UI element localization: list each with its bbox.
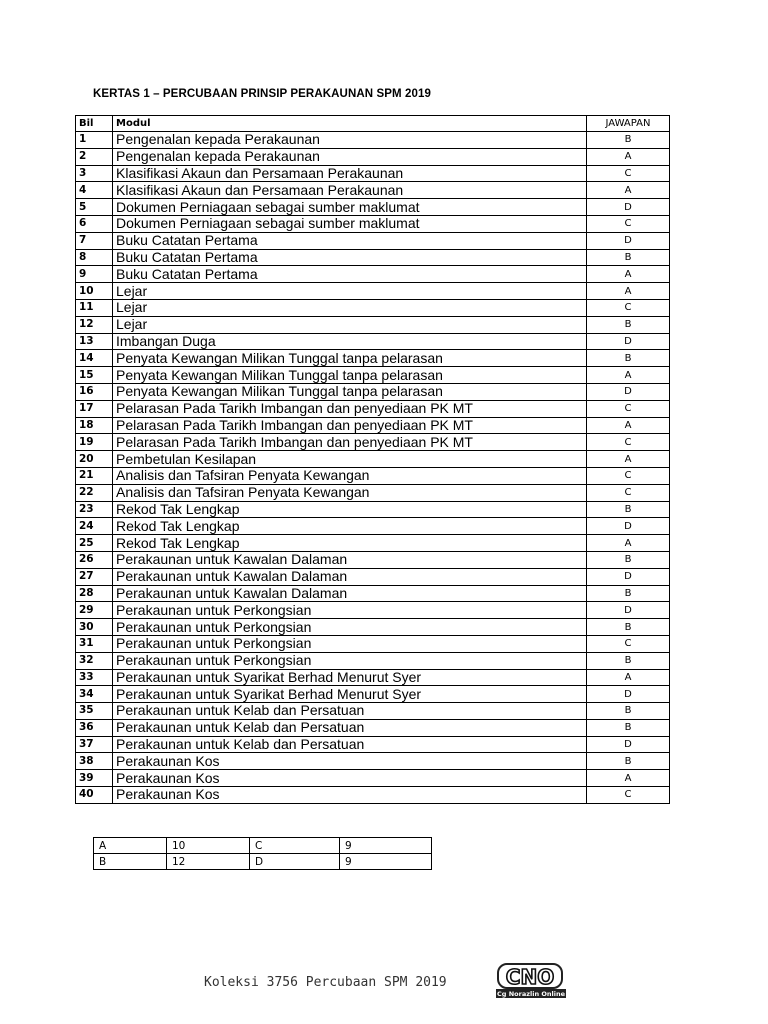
row-modul: Imbangan Duga [113, 333, 587, 350]
row-number: 21 [76, 467, 113, 484]
row-jawapan: B [587, 132, 670, 149]
row-number: 32 [76, 652, 113, 669]
row-jawapan: D [587, 602, 670, 619]
row-modul: Rekod Tak Lengkap [113, 518, 587, 535]
row-modul: Lejar [113, 283, 587, 300]
summary-answer-letter: C [250, 838, 340, 854]
row-number: 24 [76, 518, 113, 535]
row-jawapan: C [587, 434, 670, 451]
document-title: KERTAS 1 – PERCUBAAN PRINSIP PERAKAUNAN SPM 2019 [93, 88, 431, 100]
row-jawapan: B [587, 249, 670, 266]
row-modul: Pelarasan Pada Tarikh Imbangan dan penyediaan PK MT [113, 400, 587, 417]
row-modul: Buku Catatan Pertama [113, 232, 587, 249]
cno-logo-icon [492, 962, 570, 1000]
row-modul: Buku Catatan Pertama [113, 249, 587, 266]
row-modul: Perakaunan untuk Kelab dan Persatuan [113, 719, 587, 736]
table-row [76, 299, 670, 316]
row-number: 10 [76, 283, 113, 300]
table-row [76, 434, 670, 451]
table-row [76, 451, 670, 468]
row-jawapan: C [587, 299, 670, 316]
row-modul: Perakaunan untuk Kelab dan Persatuan [113, 736, 587, 753]
row-jawapan: A [587, 266, 670, 283]
row-number: 33 [76, 669, 113, 686]
row-modul: Perakaunan untuk Perkongsian [113, 652, 587, 669]
summary-answer-letter: B [94, 854, 167, 870]
table-row [76, 132, 670, 149]
row-jawapan: C [587, 165, 670, 182]
row-number: 15 [76, 367, 113, 384]
row-modul: Analisis dan Tafsiran Penyata Kewangan [113, 467, 587, 484]
row-number: 19 [76, 434, 113, 451]
row-number: 22 [76, 484, 113, 501]
table-row [76, 770, 670, 787]
row-number: 25 [76, 535, 113, 552]
row-jawapan: A [587, 770, 670, 787]
answer-table [75, 115, 670, 804]
header-bil: Bil [76, 116, 113, 132]
row-jawapan: C [587, 400, 670, 417]
row-jawapan: B [587, 501, 670, 518]
row-modul: Perakaunan untuk Syarikat Berhad Menurut Syer [113, 686, 587, 703]
summary-answer-count: 9 [340, 838, 432, 854]
table-row [76, 551, 670, 568]
row-modul: Klasifikasi Akaun dan Persamaan Perakaunan [113, 165, 587, 182]
row-jawapan: A [587, 367, 670, 384]
row-jawapan: C [587, 467, 670, 484]
row-jawapan: D [587, 686, 670, 703]
row-jawapan: A [587, 148, 670, 165]
row-jawapan: D [587, 736, 670, 753]
row-number: 3 [76, 165, 113, 182]
row-modul: Pelarasan Pada Tarikh Imbangan dan penyediaan PK MT [113, 417, 587, 434]
summary-answer-count: 12 [167, 854, 250, 870]
table-row [76, 703, 670, 720]
table-row [76, 283, 670, 300]
table-row [76, 400, 670, 417]
table-row [76, 535, 670, 552]
summary-table-body [94, 838, 432, 870]
footer-caption: Koleksi 3756 Percubaan SPM 2019 [204, 975, 447, 990]
summary-row [94, 854, 432, 870]
row-jawapan: C [587, 787, 670, 804]
row-jawapan: A [587, 669, 670, 686]
table-row [76, 199, 670, 216]
row-modul: Perakaunan Kos [113, 770, 587, 787]
header-modul: Modul [113, 116, 587, 132]
table-row [76, 619, 670, 636]
table-row [76, 266, 670, 283]
row-jawapan: C [587, 484, 670, 501]
row-number: 23 [76, 501, 113, 518]
summary-answer-letter: A [94, 838, 167, 854]
row-jawapan: D [587, 333, 670, 350]
row-modul: Lejar [113, 299, 587, 316]
table-row [76, 518, 670, 535]
row-jawapan: A [587, 417, 670, 434]
table-row [76, 215, 670, 232]
row-jawapan: B [587, 350, 670, 367]
row-jawapan: D [587, 568, 670, 585]
row-number: 36 [76, 719, 113, 736]
table-row [76, 148, 670, 165]
row-jawapan: B [587, 585, 670, 602]
row-number: 39 [76, 770, 113, 787]
row-jawapan: B [587, 652, 670, 669]
row-number: 16 [76, 383, 113, 400]
table-row [76, 484, 670, 501]
row-jawapan: A [587, 182, 670, 199]
table-row [76, 635, 670, 652]
row-jawapan: B [587, 703, 670, 720]
row-modul: Perakaunan Kos [113, 753, 587, 770]
table-row [76, 568, 670, 585]
table-row [76, 232, 670, 249]
table-row [76, 669, 670, 686]
row-modul: Klasifikasi Akaun dan Persamaan Perakaunan [113, 182, 587, 199]
table-header-row [76, 116, 670, 132]
table-row [76, 165, 670, 182]
row-modul: Buku Catatan Pertama [113, 266, 587, 283]
table-row [76, 787, 670, 804]
table-row [76, 467, 670, 484]
row-modul: Perakaunan untuk Perkongsian [113, 619, 587, 636]
row-number: 28 [76, 585, 113, 602]
row-modul: Penyata Kewangan Milikan Tunggal tanpa pelarasan [113, 367, 587, 384]
row-modul: Rekod Tak Lengkap [113, 535, 587, 552]
row-jawapan: C [587, 215, 670, 232]
row-modul: Pembetulan Kesilapan [113, 451, 587, 468]
summary-answer-letter: D [250, 854, 340, 870]
row-number: 8 [76, 249, 113, 266]
row-jawapan: A [587, 535, 670, 552]
row-modul: Pelarasan Pada Tarikh Imbangan dan penyediaan PK MT [113, 434, 587, 451]
answer-summary-table [93, 837, 432, 870]
row-number: 12 [76, 316, 113, 333]
table-row [76, 333, 670, 350]
row-jawapan: B [587, 551, 670, 568]
row-number: 17 [76, 400, 113, 417]
header-jawapan: JAWAPAN [587, 116, 670, 132]
row-jawapan: B [587, 619, 670, 636]
row-number: 31 [76, 635, 113, 652]
row-modul: Perakaunan untuk Perkongsian [113, 602, 587, 619]
row-modul: Penyata Kewangan Milikan Tunggal tanpa pelarasan [113, 350, 587, 367]
row-modul: Perakaunan untuk Kawalan Dalaman [113, 568, 587, 585]
row-jawapan: B [587, 316, 670, 333]
row-modul: Perakaunan untuk Perkongsian [113, 635, 587, 652]
row-number: 13 [76, 333, 113, 350]
row-number: 37 [76, 736, 113, 753]
table-row [76, 367, 670, 384]
table-row [76, 585, 670, 602]
row-jawapan: C [587, 635, 670, 652]
table-row [76, 686, 670, 703]
row-number: 40 [76, 787, 113, 804]
table-row [76, 350, 670, 367]
summary-answer-count: 9 [340, 854, 432, 870]
table-row [76, 736, 670, 753]
row-number: 38 [76, 753, 113, 770]
row-modul: Rekod Tak Lengkap [113, 501, 587, 518]
row-number: 5 [76, 199, 113, 216]
row-jawapan: D [587, 383, 670, 400]
row-number: 18 [76, 417, 113, 434]
answer-table-body [76, 132, 670, 804]
row-number: 20 [76, 451, 113, 468]
row-modul: Perakaunan untuk Kawalan Dalaman [113, 585, 587, 602]
table-row [76, 753, 670, 770]
table-row [76, 501, 670, 518]
table-row [76, 249, 670, 266]
row-jawapan: B [587, 753, 670, 770]
row-modul: Lejar [113, 316, 587, 333]
row-modul: Pengenalan kepada Perakaunan [113, 132, 587, 149]
row-number: 7 [76, 232, 113, 249]
row-modul: Perakaunan untuk Kawalan Dalaman [113, 551, 587, 568]
row-number: 26 [76, 551, 113, 568]
row-number: 2 [76, 148, 113, 165]
row-number: 30 [76, 619, 113, 636]
row-number: 6 [76, 215, 113, 232]
row-modul: Perakaunan Kos [113, 787, 587, 804]
table-row [76, 719, 670, 736]
row-number: 1 [76, 132, 113, 149]
table-row [76, 383, 670, 400]
row-jawapan: D [587, 199, 670, 216]
row-modul: Analisis dan Tafsiran Penyata Kewangan [113, 484, 587, 501]
row-jawapan: A [587, 283, 670, 300]
logo-text: CNO [505, 965, 555, 989]
row-modul: Dokumen Perniagaan sebagai sumber maklumat [113, 199, 587, 216]
row-number: 4 [76, 182, 113, 199]
table-row [76, 602, 670, 619]
table-row [76, 316, 670, 333]
row-number: 14 [76, 350, 113, 367]
row-number: 11 [76, 299, 113, 316]
row-number: 34 [76, 686, 113, 703]
row-modul: Perakaunan untuk Kelab dan Persatuan [113, 703, 587, 720]
row-number: 35 [76, 703, 113, 720]
table-row [76, 417, 670, 434]
row-modul: Dokumen Perniagaan sebagai sumber maklumat [113, 215, 587, 232]
row-number: 29 [76, 602, 113, 619]
table-row [76, 652, 670, 669]
row-jawapan: D [587, 232, 670, 249]
row-number: 27 [76, 568, 113, 585]
row-modul: Perakaunan untuk Syarikat Berhad Menurut Syer [113, 669, 587, 686]
table-row [76, 182, 670, 199]
row-modul: Penyata Kewangan Milikan Tunggal tanpa pelarasan [113, 383, 587, 400]
row-jawapan: D [587, 518, 670, 535]
summary-answer-count: 10 [167, 838, 250, 854]
row-jawapan: B [587, 719, 670, 736]
logo-subtext: Cg Norazlin Online [497, 990, 565, 998]
row-number: 9 [76, 266, 113, 283]
row-modul: Pengenalan kepada Perakaunan [113, 148, 587, 165]
row-jawapan: A [587, 451, 670, 468]
summary-row [94, 838, 432, 854]
